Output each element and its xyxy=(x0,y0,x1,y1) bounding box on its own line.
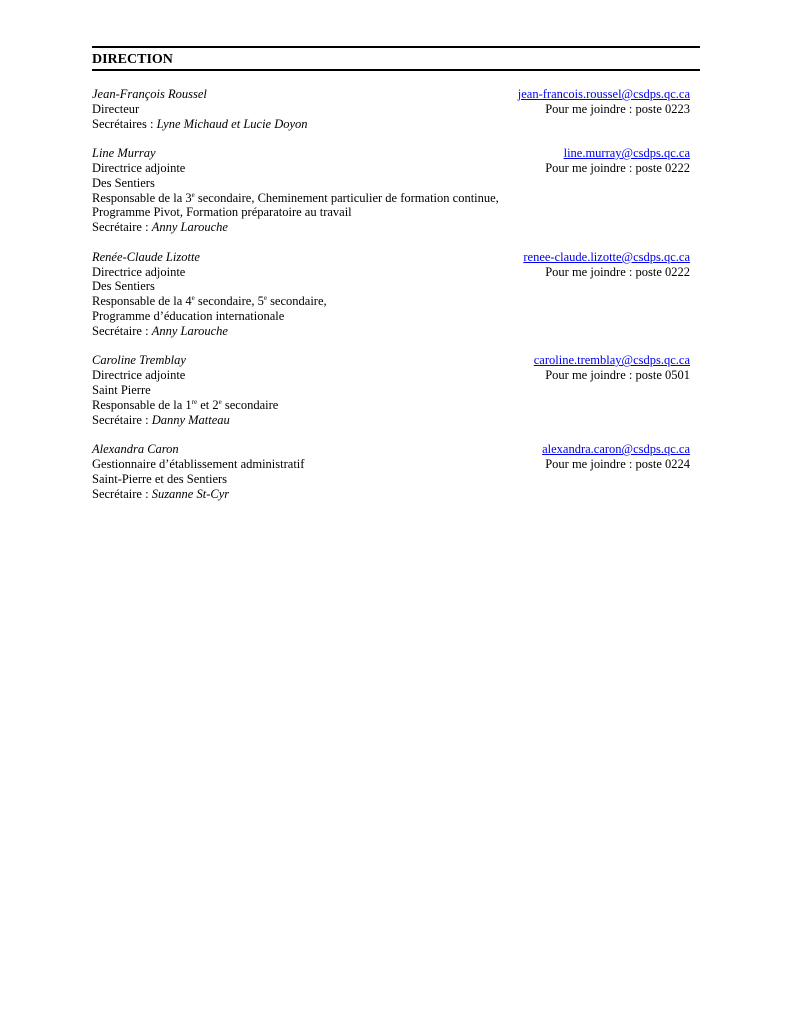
staff-secretary xyxy=(92,487,690,502)
staff-email-wrap xyxy=(523,250,690,265)
secretary-name: Anny Larouche xyxy=(151,220,228,235)
staff-role: Directrice adjointe xyxy=(92,160,186,175)
staff-name: Line Murray xyxy=(92,146,156,161)
staff-secretary xyxy=(92,324,690,339)
resp-text: secondaire, Cheminement particulier de formation continue, xyxy=(194,190,499,205)
secretary-label: Secrétaire : xyxy=(92,323,152,338)
staff-responsibilities xyxy=(92,191,690,206)
resp-text: et 2 xyxy=(197,397,219,412)
staff-email-link[interactable]: caroline.tremblay@csdps.qc.ca xyxy=(533,353,690,368)
staff-secretary xyxy=(92,220,690,235)
resp-superscript: e xyxy=(191,294,195,303)
staff-name: Alexandra Caron xyxy=(92,442,179,457)
staff-email-wrap xyxy=(534,353,690,368)
staff-responsibilities-cont: Programme d’éducation internationale xyxy=(92,308,285,323)
secretary-name: Danny Matteau xyxy=(151,412,230,427)
resp-text: Responsable de la 1 xyxy=(92,397,192,412)
staff-extension: Pour me joindre : poste 0223 xyxy=(545,101,690,116)
staff-role: Directeur xyxy=(92,101,140,116)
staff-secretary xyxy=(92,413,690,428)
staff-email-link[interactable]: renee-claude.lizotte@csdps.qc.ca xyxy=(523,249,690,264)
staff-email-wrap xyxy=(518,87,690,102)
secretary-label: Secrétaire : xyxy=(92,220,152,235)
resp-text: Responsable de la 3 xyxy=(92,190,192,205)
resp-text: secondaire, 5 xyxy=(194,294,264,309)
staff-role: Directrice adjointe xyxy=(92,368,186,383)
staff-email-link[interactable]: line.murray@csdps.qc.ca xyxy=(563,146,690,161)
staff-name: Renée-Claude Lizotte xyxy=(92,249,200,264)
staff-role: Directrice adjointe xyxy=(92,264,186,279)
secretary-label: Secrétaire : xyxy=(92,486,152,501)
staff-name: Caroline Tremblay xyxy=(92,353,186,368)
section-heading: DIRECTION xyxy=(92,46,700,71)
staff-entry-murray xyxy=(92,146,690,235)
secretary-label: Secrétaires : xyxy=(92,116,157,131)
secretary-name: Lyne Michaud et Lucie Doyon xyxy=(156,116,308,131)
staff-responsibilities xyxy=(92,294,690,309)
staff-extension: Pour me joindre : poste 0224 xyxy=(545,456,690,471)
resp-text: secondaire, xyxy=(266,294,327,309)
staff-entry-roussel xyxy=(92,87,690,131)
staff-extension: Pour me joindre : poste 0501 xyxy=(545,368,690,383)
staff-entry-caron xyxy=(92,442,690,501)
staff-entry-tremblay xyxy=(92,353,690,427)
secretary-name: Anny Larouche xyxy=(151,323,228,338)
staff-site: Saint Pierre xyxy=(92,382,151,397)
staff-email-wrap xyxy=(542,442,690,457)
staff-site: Des Sentiers xyxy=(92,279,155,294)
staff-site: Des Sentiers xyxy=(92,175,155,190)
resp-superscript: e xyxy=(191,190,195,199)
staff-email-link[interactable]: alexandra.caron@csdps.qc.ca xyxy=(542,442,690,457)
staff-email-link[interactable]: jean-francois.roussel@csdps.qc.ca xyxy=(517,87,690,101)
secretary-name: Suzanne St-Cyr xyxy=(151,486,230,501)
staff-extension: Pour me joindre : poste 0222 xyxy=(545,160,690,175)
staff-list xyxy=(92,87,690,501)
resp-text: Responsable de la 4 xyxy=(92,294,192,309)
staff-responsibilities-cont: Programme Pivot, Formation préparatoire au travail xyxy=(92,205,352,220)
staff-entry-lizotte xyxy=(92,250,690,339)
resp-superscript: e xyxy=(218,397,222,406)
secretary-label: Secrétaire : xyxy=(92,412,152,427)
resp-text: secondaire xyxy=(221,397,279,412)
document-page xyxy=(92,46,700,516)
staff-name: Jean-François Roussel xyxy=(92,87,207,101)
staff-email-wrap xyxy=(564,146,690,161)
staff-extension: Pour me joindre : poste 0222 xyxy=(545,264,690,279)
resp-superscript: re xyxy=(191,397,198,406)
staff-secretary xyxy=(92,117,690,132)
staff-responsibilities xyxy=(92,398,690,413)
staff-role: Gestionnaire d’établissement administratif xyxy=(92,456,305,471)
staff-site: Saint-Pierre et des Sentiers xyxy=(92,471,228,486)
resp-superscript: e xyxy=(263,294,267,303)
